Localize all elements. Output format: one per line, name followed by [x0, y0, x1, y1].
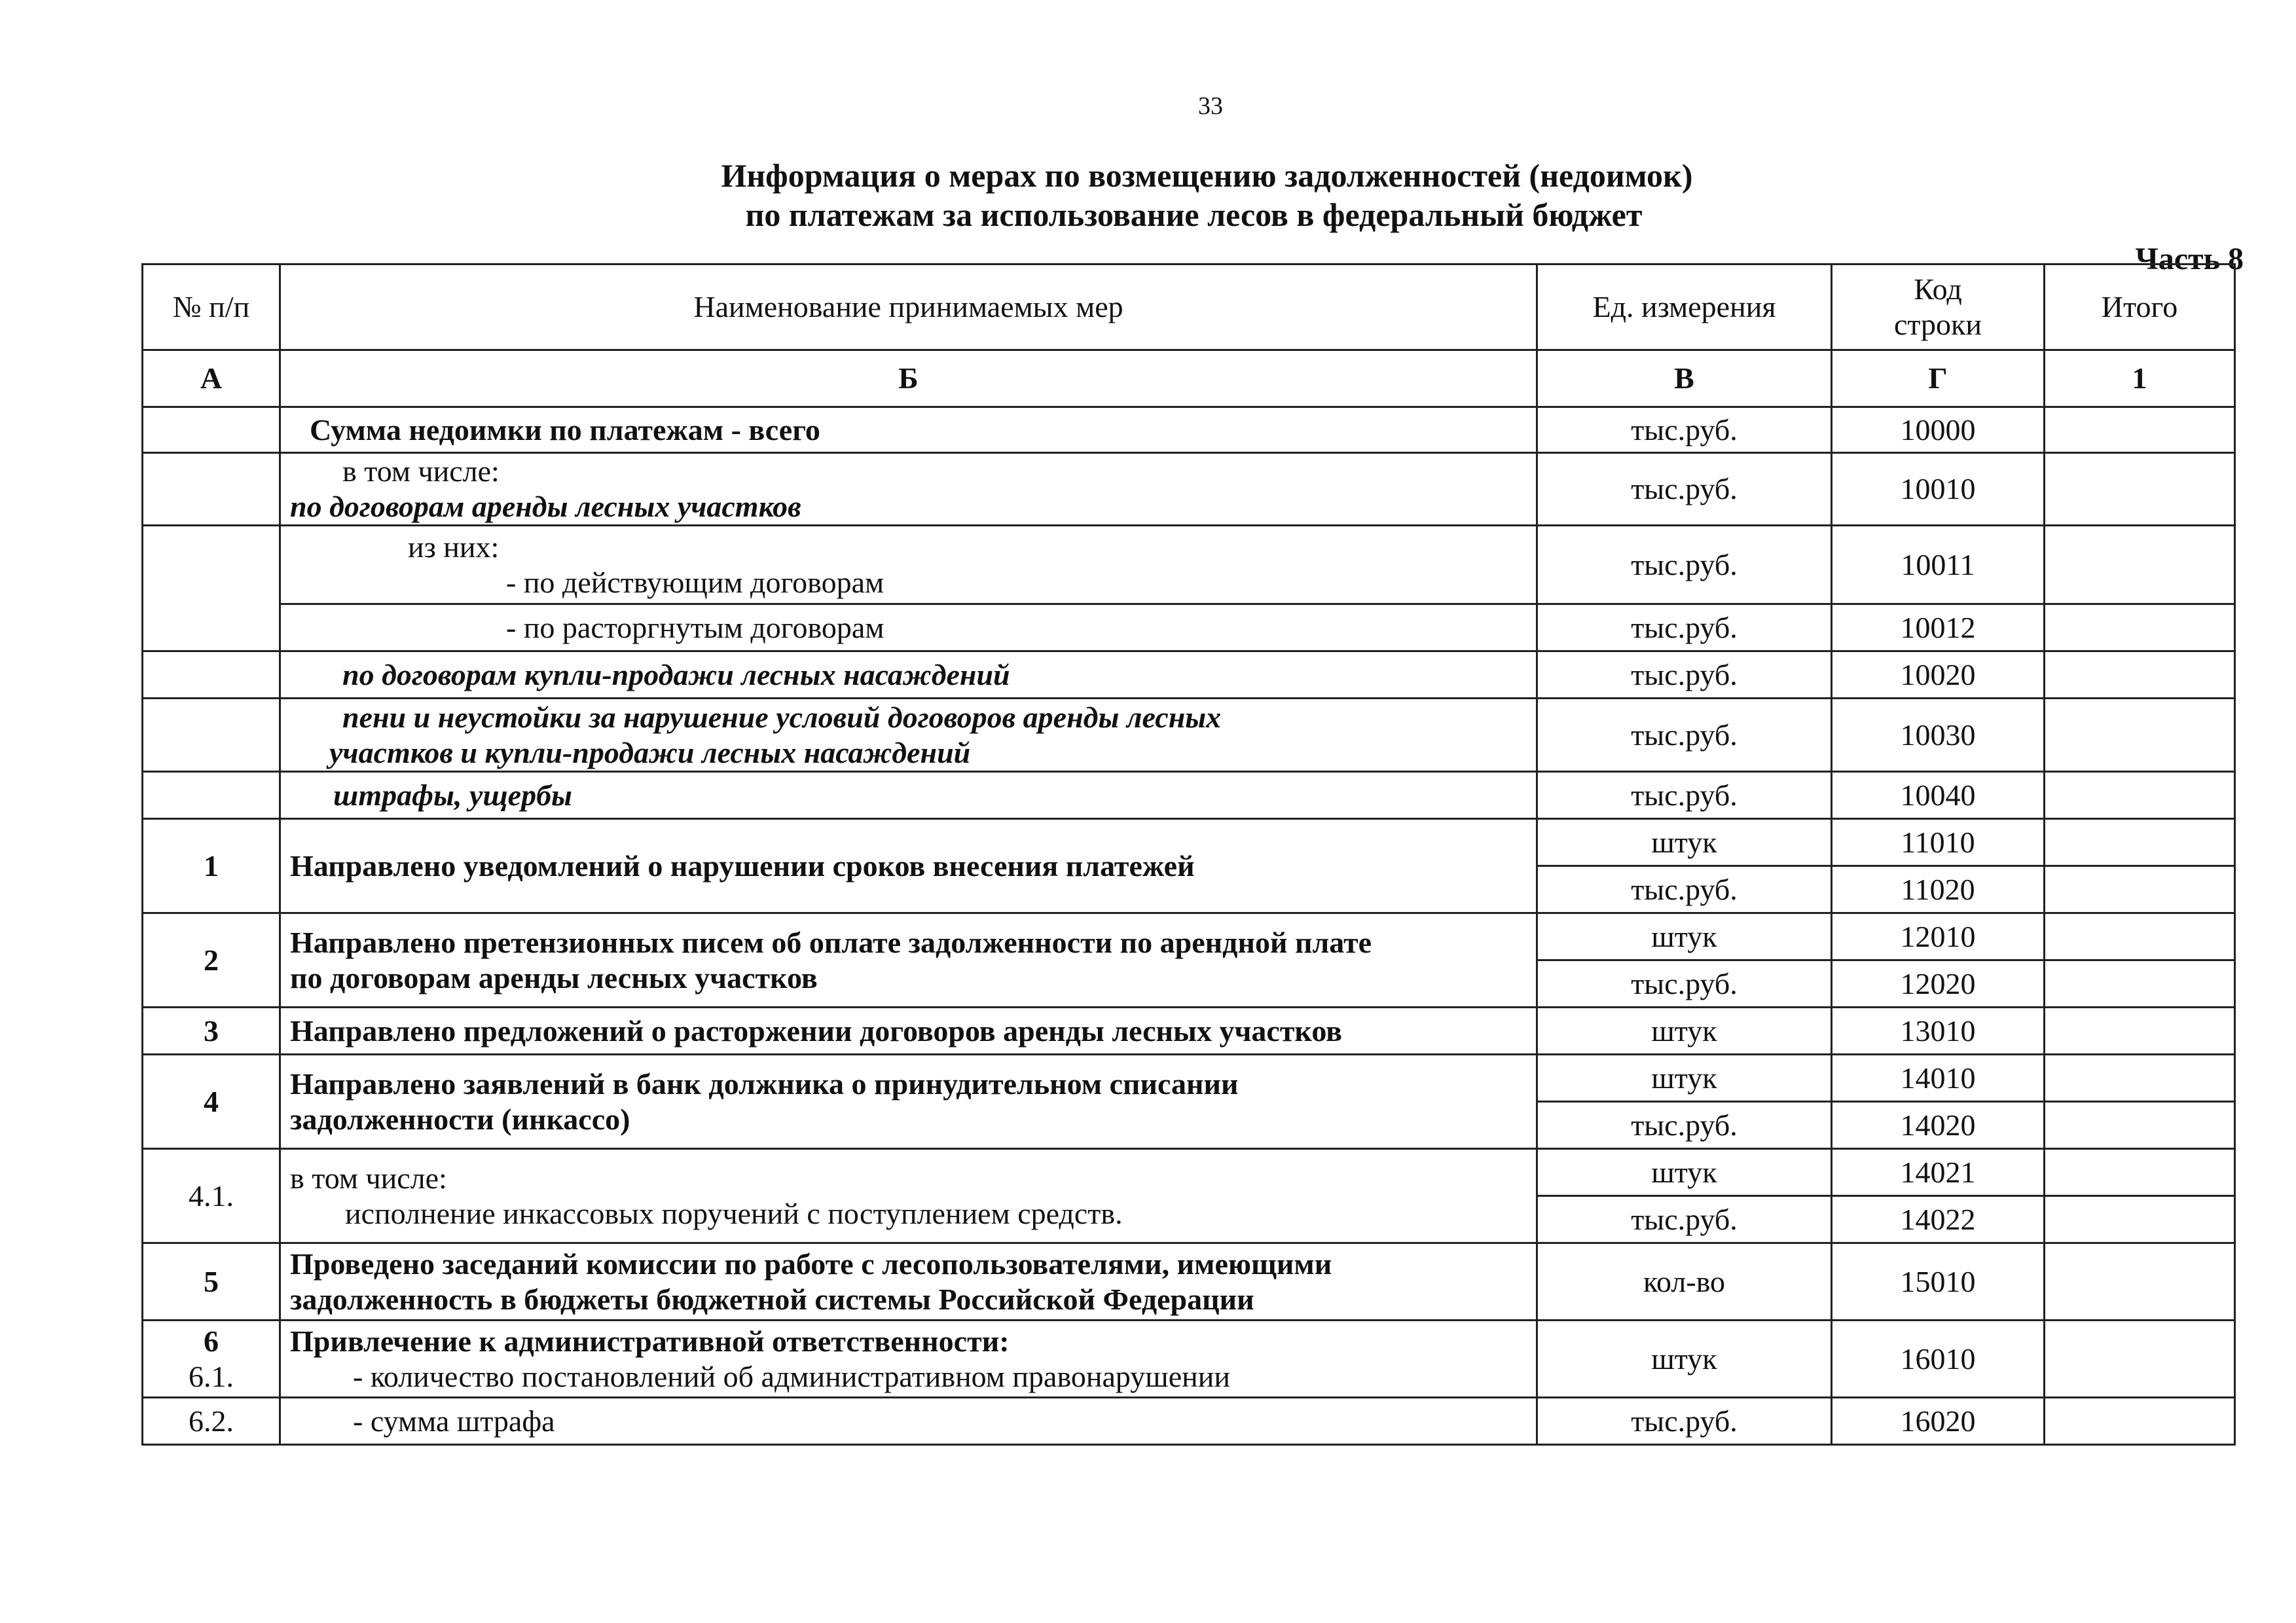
row-total	[2045, 1321, 2235, 1398]
header-name: Наименование принимаемых мер	[280, 264, 1537, 350]
row-code: 14020	[1832, 1102, 2045, 1149]
row-unit: тыс.руб.	[1537, 453, 1832, 526]
row-num: 6.2.	[143, 1398, 280, 1445]
letter-b: Б	[280, 350, 1537, 407]
row-total	[2045, 651, 2235, 699]
table-row	[143, 819, 2235, 866]
page-number: 33	[1198, 92, 1223, 120]
row-total	[2045, 526, 2235, 604]
row-unit: тыс.руб.	[1537, 772, 1832, 819]
header-total: Итого	[2045, 264, 2235, 350]
row-total	[2045, 772, 2235, 819]
row-name: Направлено заявлений в банк должника о принудительном списании задолженности (инкассо)	[280, 1055, 1537, 1149]
row-name: Сумма недоимки по платежам - всего	[280, 407, 1537, 453]
row-name: в том числе: исполнение инкассовых поручений с поступлением средств.	[280, 1149, 1537, 1243]
table-row	[143, 1149, 2235, 1196]
row-code: 11010	[1832, 819, 2045, 866]
header-code	[1832, 264, 2045, 350]
column-letters-row	[143, 350, 2235, 407]
table-row	[143, 604, 2235, 651]
row-unit: штук	[1537, 1321, 1832, 1398]
row-unit: штук	[1537, 1055, 1832, 1102]
row-code: 14021	[1832, 1149, 2045, 1196]
row-unit: тыс.руб.	[1537, 604, 1832, 651]
table-row	[143, 913, 2235, 960]
header-code-line-1: Код	[1914, 272, 1962, 306]
row-unit: штук	[1537, 819, 1832, 866]
row-unit: тыс.руб.	[1537, 407, 1832, 453]
title-line-2: по платежам за использование лесов в федеральный бюджет	[745, 196, 1643, 233]
row-unit: штук	[1537, 913, 1832, 960]
row-code: 10012	[1832, 604, 2045, 651]
row-total	[2045, 699, 2235, 772]
row-code: 10030	[1832, 699, 2045, 772]
row-code: 10020	[1832, 651, 2045, 699]
row-total	[2045, 1243, 2235, 1321]
row-total	[2045, 453, 2235, 526]
row-total	[2045, 1196, 2235, 1243]
row-name: штрафы, ущербы	[280, 772, 1537, 819]
row-unit: тыс.руб.	[1537, 1398, 1832, 1445]
row-name: Направлено уведомлений о нарушении сроков внесения платежей	[280, 819, 1537, 913]
row-unit: тыс.руб.	[1537, 960, 1832, 1008]
row-total	[2045, 960, 2235, 1008]
table-row	[143, 1321, 2235, 1398]
row-total	[2045, 1055, 2235, 1102]
letter-g: Г	[1832, 350, 2045, 407]
table-row	[143, 1398, 2235, 1445]
table-row	[143, 453, 2235, 526]
row-total	[2045, 913, 2235, 960]
letter-one: 1	[2045, 350, 2235, 407]
row-name: по договорам купли-продажи лесных насаждений	[280, 651, 1537, 699]
row-code: 10040	[1832, 772, 2045, 819]
letter-a: А	[143, 350, 280, 407]
letter-v: В	[1537, 350, 1832, 407]
row-unit: тыс.руб.	[1537, 1102, 1832, 1149]
row-name: - по расторгнутым договорам	[280, 604, 1537, 651]
row-total	[2045, 604, 2235, 651]
table-row	[143, 651, 2235, 699]
row-name: пени и неустойки за нарушение условий договоров аренды лесных участков и купли-продажи лесных насаждений	[280, 699, 1537, 772]
row-total	[2045, 819, 2235, 866]
row-unit: кол-во	[1537, 1243, 1832, 1321]
table-row	[143, 772, 2235, 819]
row-unit: тыс.руб.	[1537, 651, 1832, 699]
row-unit: тыс.руб.	[1537, 866, 1832, 913]
header-unit: Ед. измерения	[1537, 264, 1832, 350]
row-unit: штук	[1537, 1149, 1832, 1196]
row-code: 11020	[1832, 866, 2045, 913]
row-code: 10011	[1832, 526, 2045, 604]
row-total	[2045, 1008, 2235, 1055]
row-name: в том числе: по договорам аренды лесных участков	[280, 453, 1537, 526]
row-total	[2045, 407, 2235, 453]
row-code: 13010	[1832, 1008, 2045, 1055]
row-num: 4	[143, 1055, 280, 1149]
row-total	[2045, 1149, 2235, 1196]
row-code: 14010	[1832, 1055, 2045, 1102]
row-num: 5	[143, 1243, 280, 1321]
measures-table	[141, 263, 2236, 1446]
row-name: - сумма штрафа	[280, 1398, 1537, 1445]
row-num: 6 6.1.	[143, 1321, 280, 1398]
row-unit: штук	[1537, 1008, 1832, 1055]
title-line-1: Информация о мерах по возмещению задолженностей (недоимок)	[721, 157, 1693, 194]
row-total	[2045, 1102, 2235, 1149]
row-num: 1	[143, 819, 280, 913]
row-name: Направлено претензионных писем об оплате задолженности по арендной плате по договорам аренды лесных участков	[280, 913, 1537, 1008]
row-code: 15010	[1832, 1243, 2045, 1321]
header-code-line-2: строки	[1893, 308, 1982, 341]
table-header-row	[143, 264, 2235, 350]
row-total	[2045, 866, 2235, 913]
row-unit: тыс.руб.	[1537, 1196, 1832, 1243]
row-code: 10010	[1832, 453, 2045, 526]
header-num: № п/п	[143, 264, 280, 350]
table-row	[143, 1243, 2235, 1321]
table-row	[143, 699, 2235, 772]
row-num: 2	[143, 913, 280, 1008]
row-name: из них: - по действующим договорам	[280, 526, 1537, 604]
table-row	[143, 1055, 2235, 1102]
row-code: 12010	[1832, 913, 2045, 960]
row-total	[2045, 1398, 2235, 1445]
table-row	[143, 407, 2235, 453]
row-name: Направлено предложений о расторжении договоров аренды лесных участков	[280, 1008, 1537, 1055]
row-unit: тыс.руб.	[1537, 699, 1832, 772]
row-code: 14022	[1832, 1196, 2045, 1243]
row-num: 4.1.	[143, 1149, 280, 1243]
table-row	[143, 1008, 2235, 1055]
row-code: 10000	[1832, 407, 2045, 453]
row-unit: тыс.руб.	[1537, 526, 1832, 604]
table-row	[143, 526, 2235, 604]
row-num: 3	[143, 1008, 280, 1055]
row-name: Привлечение к административной ответственности: - количество постановлений об административном правонарушении	[280, 1321, 1537, 1398]
document-title	[0, 156, 2296, 234]
part-label: Часть 8	[2135, 242, 2244, 276]
row-code: 16010	[1832, 1321, 2045, 1398]
row-name: Проведено заседаний комиссии по работе с лесопользователями, имеющими задолженность в бюджеты бюджетной системы Российской Федерации	[280, 1243, 1537, 1321]
row-code: 16020	[1832, 1398, 2045, 1445]
row-code: 12020	[1832, 960, 2045, 1008]
